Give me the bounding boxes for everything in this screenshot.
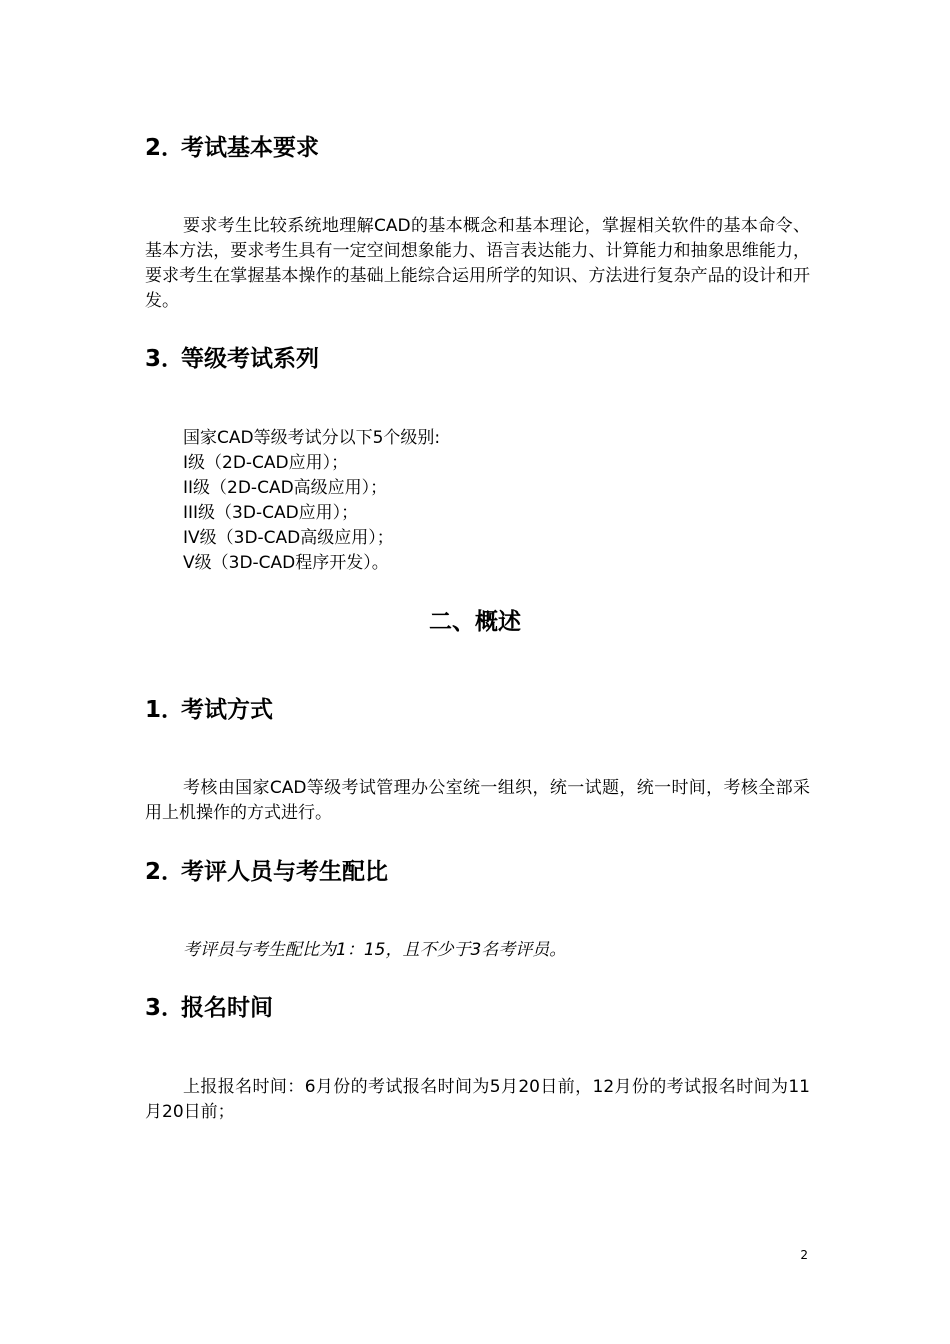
exam-method-paragraph: 考核由国家CAD等级考试管理办公室统一组织，统一试题，统一时间，考核全部采用上机操作的方式进行。 — [145, 778, 810, 823]
section-number: 3． — [145, 995, 185, 1021]
page-number: 2 — [800, 1248, 808, 1262]
section-number: 1． — [145, 697, 185, 723]
chapter-heading-overview: 二、概述 — [429, 609, 521, 635]
section-title: 考试方式 — [181, 697, 273, 723]
section-heading-exam-series — [145, 344, 319, 374]
exam-level-item: III级（3D-CAD应用）； — [183, 503, 359, 523]
section-number: 2． — [145, 135, 185, 161]
section-title: 等级考试系列 — [181, 346, 319, 372]
exam-level-item: II级（2D-CAD高级应用）； — [183, 478, 388, 498]
section-heading-exam-method — [145, 695, 273, 725]
section-heading-registration-time — [145, 993, 273, 1023]
section-title: 考评人员与考生配比 — [181, 859, 388, 885]
exam-level-item: IV级（3D-CAD高级应用）； — [183, 528, 394, 548]
registration-time-paragraph: 上报报名时间：6月份的考试报名时间为5月20日前，12月份的考试报名时间为11月20日前； — [145, 1077, 810, 1122]
examiner-ratio-paragraph: 考评员与考生配比为1：15，且不少于3名考评员。 — [183, 940, 567, 960]
exam-requirements-paragraph: 要求考生比较系统地理解CAD的基本概念和基本理论，掌握相关软件的基本命令、基本方法，要求考生具有一定空间想象能力、语言表达能力、计算能力和抽象思维能力，要求考生在掌握基本操作的基础上能综合运用所学的知识、方法进行复杂产品的设计和开发。 — [145, 216, 810, 311]
section-heading-examiner-ratio — [145, 857, 388, 887]
section-title: 报名时间 — [181, 995, 273, 1021]
exam-level-item: V级（3D-CAD程序开发）。 — [183, 553, 389, 573]
section-heading-exam-requirements — [145, 133, 319, 163]
section-number: 3． — [145, 346, 185, 372]
exam-levels-list — [183, 426, 783, 576]
section-title: 考试基本要求 — [181, 135, 319, 161]
section-number: 2． — [145, 859, 185, 885]
exam-level-item: I级（2D-CAD应用）； — [183, 453, 349, 473]
exam-levels-intro: 国家CAD等级考试分以下5个级别: — [183, 428, 441, 448]
